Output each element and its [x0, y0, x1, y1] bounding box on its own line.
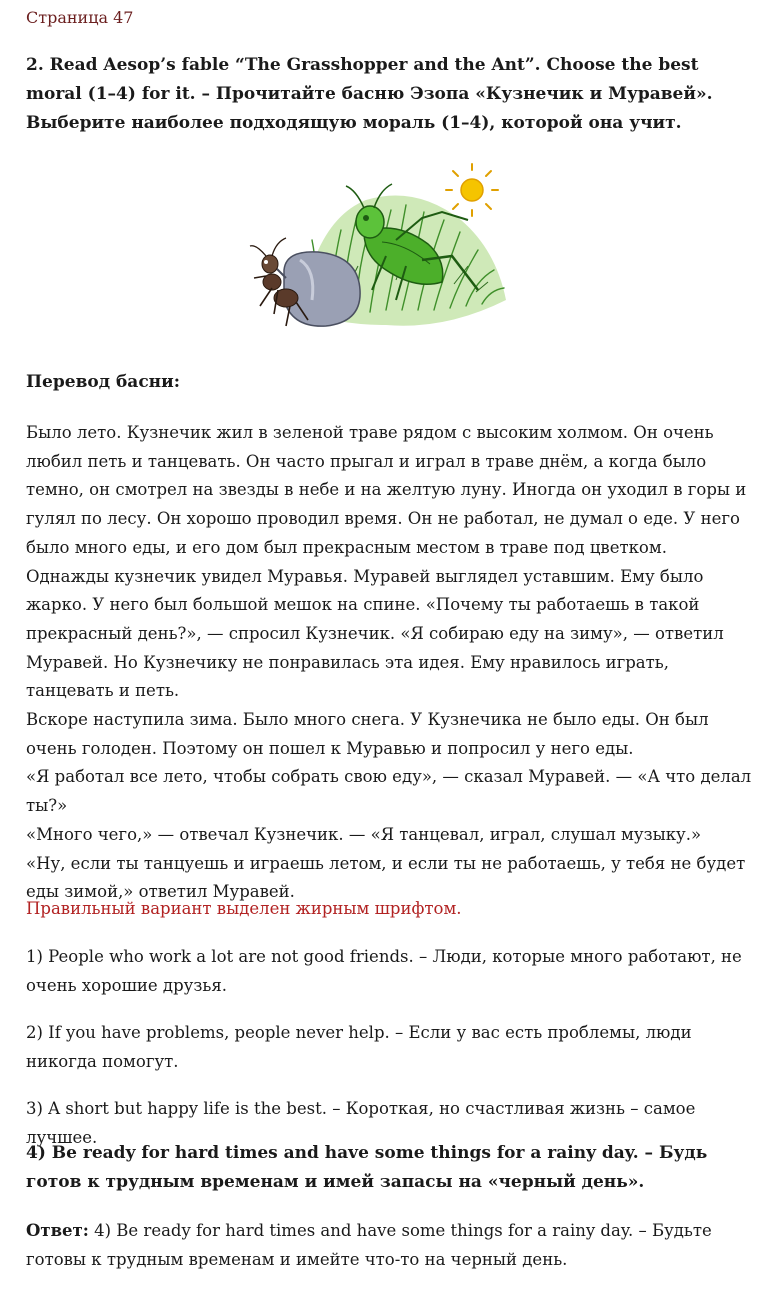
translation-heading: Перевод басни:	[26, 372, 181, 392]
moral-option-4-correct: 4) Be ready for hard times and have some things for a rainy day. – Будь готов к трудным временам и имей запасы на «черный день».	[26, 1143, 708, 1192]
moral-option-2: 2) If you have problems, people never help. – Если у вас есть проблемы, люди никогда помогут.	[26, 1023, 692, 1071]
translation-paragraph: «Ну, если ты танцуешь и играешь летом, и если ты не работаешь, у тебя не будет еды зимой,» ответил Муравей.	[26, 853, 746, 902]
translation-paragraph: Было лето. Кузнечик жил в зеленой траве рядом с высоким холмом. Он очень любил петь и танцевать. Он часто прыгал и играл в траве днём, а когда было темно, он смотрел на звезды в небе и на желтую луну. Иногда он уходил в горы и гулял по лесу. Он хорошо проводил время. Он не работал, не думал о еде. У него было много еды, и его дом был прекрасным местом в траве под цветком.	[26, 423, 747, 557]
translation-paragraph: Вскоре наступила зима. Было много снега. У Кузнечика не было еды. Он был очень голоден. Поэтому он пошел к Муравью и попросил у него еды.	[26, 710, 709, 758]
moral-option-3: 3) A short but happy life is the best. – Короткая, но счастливая жизнь – самое лучшее.	[26, 1099, 696, 1147]
page-number: Страница 47	[26, 8, 134, 27]
sun-icon	[446, 164, 498, 216]
grasshopper-and-ant-image	[246, 160, 526, 350]
correct-answer-note: Правильный вариант выделен жирным шрифтом.	[26, 899, 462, 918]
moral-option-1: 1) People who work a lot are not good friends. – Люди, которые много работают, не очень хорошие друзья.	[26, 947, 742, 995]
translation-paragraph: «Много чего,» — отвечал Кузнечик. — «Я танцевал, играл, слушал музыку.»	[26, 824, 702, 844]
translation-paragraph: «Я работал все лето, чтобы собрать свою еду», — сказал Муравей. — «А что делал ты?»	[26, 767, 752, 816]
fable-illustration	[246, 160, 526, 350]
translation-paragraph: Однажды кузнечик увидел Муравья. Муравей выглядел уставшим. Ему было жарко. У него был большой мешок на спине. «Почему ты работаешь в такой прекрасный день?», — спросил Кузнечик. «Я собираю еду на зиму», — ответил Муравей. Но Кузнечику не понравилась эта идея. Ему нравилось играть, танцевать и петь.	[26, 566, 724, 701]
answer-text: 4) Be ready for hard times and have some things for a rainy day. – Будьте готовы к трудным временам и имейте что-то на черный день.	[26, 1221, 712, 1269]
translation-text	[26, 419, 756, 907]
task-heading: 2. Read Aesop’s fable “The Grasshopper and the Ant”. Choose the best moral (1–4) for it. – Прочитайте басню Эзопа «Кузнечик и Муравей». Выберите наиболее подходящую мораль (1–4), которой она учит.	[26, 55, 713, 133]
answer	[26, 1217, 756, 1274]
answer-label: Ответ:	[26, 1221, 89, 1240]
